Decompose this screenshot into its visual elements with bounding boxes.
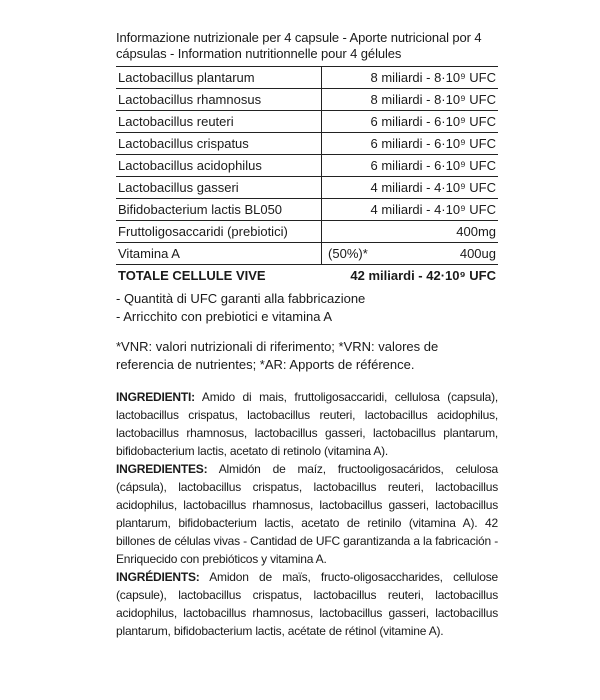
nutrient-value: 8 miliardi - 8·10⁹ UFC [370,92,496,107]
nutrient-value: 4 miliardi - 4·10⁹ UFC [370,180,496,195]
nutrient-amount [322,155,498,177]
nutrient-amount [322,67,498,89]
nutrition-table-body [116,67,498,265]
nutrient-row [116,199,498,221]
nutrient-value: 6 miliardi - 6·10⁹ UFC [370,158,496,173]
nutrient-value: 6 miliardi - 6·10⁹ UFC [370,114,496,129]
nutrient-value: 8 miliardi - 8·10⁹ UFC [370,70,496,85]
total-value: 42 miliardi - 42·10⁹ UFC [322,265,498,287]
nutrient-name: Lactobacillus crispatus [116,133,322,155]
ingredients-block [116,388,498,640]
nutrient-name: Fruttoligosaccaridi (prebiotici) [116,221,322,243]
nutrient-percent: (50%)* [328,246,368,261]
nutrient-row [116,243,498,265]
ingredients-es [116,460,498,568]
note-ufc: - Quantità di UFC garanti alla fabbricazione [116,291,366,306]
nutrient-amount [322,221,498,243]
nutrient-name: Bifidobacterium lactis BL050 [116,199,322,221]
ingredients-fr [116,568,498,640]
nutrient-name: Lactobacillus rhamnosus [116,89,322,111]
nutrient-row [116,67,498,89]
nutrient-row [116,221,498,243]
ingredients-it-label: INGREDIENTI: [116,390,195,404]
nutrient-row [116,133,498,155]
nutrient-row [116,111,498,133]
ingredients-es-text: Almidón de maíz, fructooligosacáridos, celulosa (cápsula), lactobacillus crispatus, lactobacillus reuteri, lactobacillus acidophilus, lactobacillus rhamnosus, lactobacillus gasseri, lactobacillus plantarum, bifidobacterium lactis, acetato de retinilo (vitamina A). 42 billones de células vivas - Cantidad de UFC garantizanda a la fabricación - Enriquecido con prebióticos y vitamina A. [116,462,498,566]
ingredients-fr-text: Amidon de maïs, fructo-oligosaccharides, cellulose (capsule), lactobacillus crispatus, lactobacillus reuteri, lactobacillus acidophilus, lactobacillus rhamnosus, lactobacillus gasseri, lactobacillus plantarum, bifidobacterium lactis, acétate de rétinol (vitamine A). [116,570,498,638]
nutrient-amount [322,111,498,133]
nutrient-amount [322,133,498,155]
nutrient-name: Lactobacillus acidophilus [116,155,322,177]
nutrient-value: 6 miliardi - 6·10⁹ UFC [370,136,496,151]
nutrient-name: Lactobacillus plantarum [116,67,322,89]
note-enriched: - Arricchito con prebiotici e vitamina A [116,309,333,324]
ingredients-it-text: Amido di mais, fruttoligosaccaridi, cellulosa (capsula), lactobacillus crispatus, lactobacillus reuteri, lactobacillus acidophilus, lactobacillus rhamnosus, lactobacillus gasseri, lactobacillus plantarum, bifidobacterium lactis, acetato di retinolo (vitamina A). [116,390,498,458]
reference-values-note: *VNR: valori nutrizionali di riferimento; *VRN: valores de referencia de nutrientes; *AR: Apports de référence. [116,339,439,372]
nutrient-row [116,89,498,111]
nutrient-value: 400mg [456,224,496,239]
nutrient-row [116,177,498,199]
nutrient-amount [322,89,498,111]
nutrient-value: 4 miliardi - 4·10⁹ UFC [370,202,496,217]
ingredients-it [116,388,498,460]
label-header: Informazione nutrizionale per 4 capsule - Aporte nutricional por 4 cápsulas - Information nutritionnelle pour 4 gélules [116,30,482,61]
nutrient-value: 400ug [459,246,496,261]
nutrient-amount [322,199,498,221]
nutrient-amount [322,243,498,265]
notes [116,290,498,326]
nutrient-row [116,155,498,177]
nutrient-name: Lactobacillus gasseri [116,177,322,199]
ingredients-fr-label: INGRÉDIENTS: [116,570,200,584]
nutrition-table [116,66,498,286]
ingredients-es-label: INGREDIENTES: [116,462,208,476]
nutrition-label [116,30,498,640]
total-label: TOTALE CELLULE VIVE [116,265,322,287]
nutrient-name: Lactobacillus reuteri [116,111,322,133]
nutrient-amount [322,177,498,199]
total-row [116,265,498,287]
nutrient-name: Vitamina A [116,243,322,265]
